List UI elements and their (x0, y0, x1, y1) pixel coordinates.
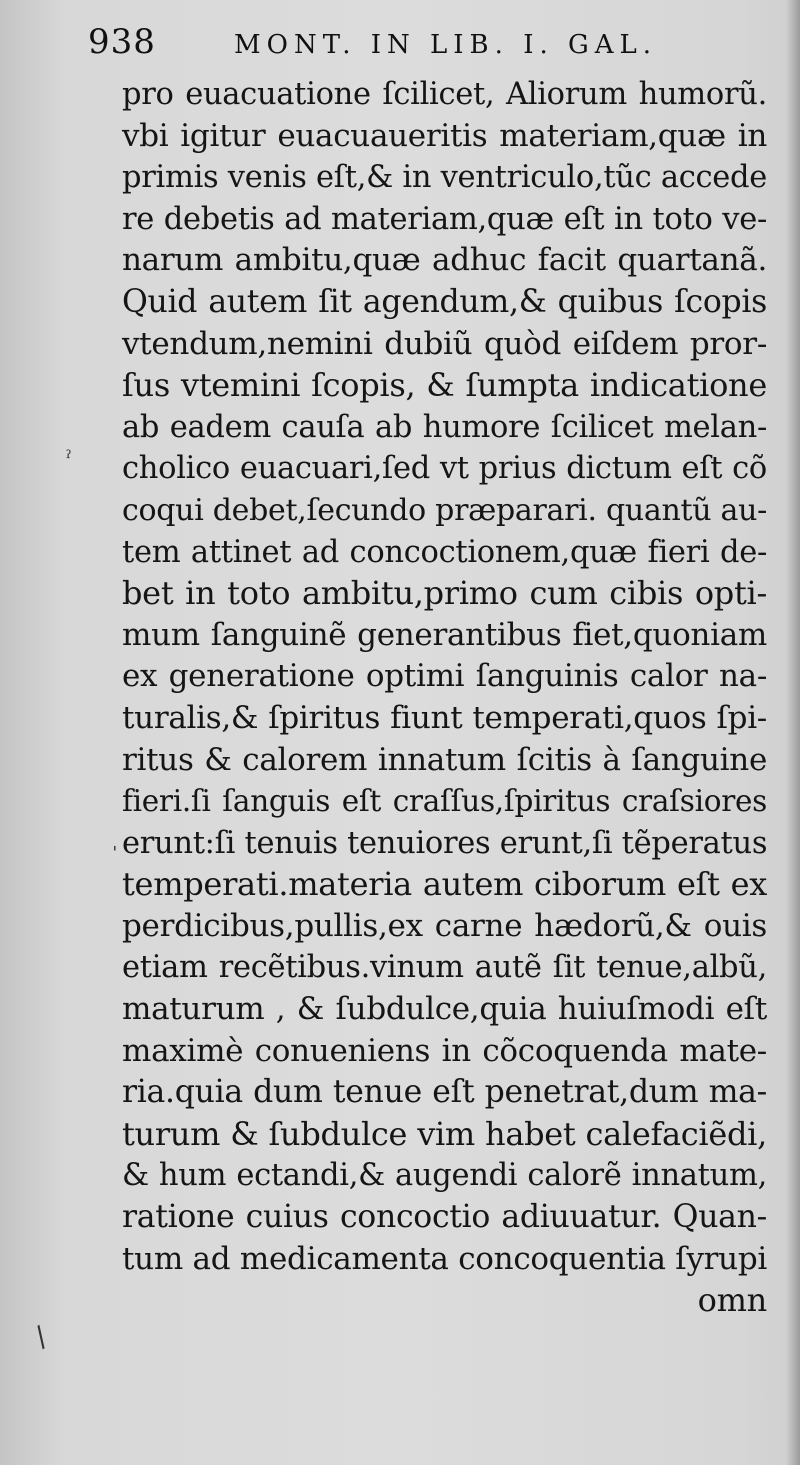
text-line: turum & ſubdulce vim habet calefaciẽdi, (122, 1114, 767, 1153)
text-line: perdicibus,pullis,ex carne hædorũ,& ouis (122, 907, 767, 944)
text-line: ſus vtemini ſcopis, & ſumpta indicatione (122, 366, 767, 405)
text-line: etiam recẽtibus.vinum autẽ ſit tenue,albũ, (122, 950, 767, 986)
margin-stroke: / (28, 1319, 54, 1354)
text-line: pro euacuatione ſcilicet, Aliorum humorũ. (122, 77, 767, 112)
text-line: re debetis ad materiam,quæ eſt in toto ve- (122, 201, 767, 237)
text-line: maturum , & ſubdulce,quia huiuſmodi eſt (122, 991, 767, 1028)
margin-mark: ˈ (112, 842, 118, 866)
text-line: narum ambitu,quæ adhuc facit quartanã. (122, 242, 767, 279)
text-line: temperati.materia autem ciborum eſt ex (122, 865, 767, 904)
margin-mark: ˀ (66, 446, 72, 470)
text-line: bet in toto ambitu,primo cum cibis opti- (122, 574, 767, 613)
body-text (122, 74, 767, 1322)
text-line: mum ſanguinẽ generantibus fiet,quoniam (122, 616, 767, 653)
text-line: ex generatione optimi ſanguinis calor na- (122, 658, 767, 695)
text-line: ria.quia dum tenue eſt penetrat,dum ma- (122, 1074, 767, 1111)
text-line: primis venis eſt,& in ventriculo,tũc accede (122, 160, 767, 196)
catchword: omn (697, 1281, 767, 1320)
text-line: erunt:ſi tenuis tenuiores erunt,ſi tẽperatus (122, 825, 768, 861)
page-gutter-shadow (786, 0, 800, 1465)
text-line: & hum ectandi,& augendi calorẽ innatum, (122, 1158, 767, 1194)
text-line: maximè conueniens in cõcoquenda mate- (122, 1032, 767, 1069)
text-line: fieri.ſi ſanguis eſt craſſus,ſpiritus craſsiores (122, 784, 767, 819)
text-line: ratione cuius concoctio adiuuatur. Quan- (122, 1199, 767, 1236)
text-line: vtendum,nemini dubiũ quòd eiſdem pror- (122, 325, 767, 362)
text-line: ritus & calorem innatum ſcitis à ſanguine (122, 741, 767, 778)
text-line: turalis,& ſpiritus fiunt temperati,quos ſpi- (122, 699, 767, 736)
text-line: tem attinet ad concoctionem,quæ fieri de- (122, 534, 767, 570)
page-number: 938 (88, 22, 156, 62)
text-line: Quid autem ſit agendum,& quibus ſcopis (122, 283, 767, 320)
text-line: tum ad medicamenta concoquentia ſyrupi (122, 1240, 767, 1277)
text-line: vbi igitur euacuaueritis materiam,quæ in (122, 117, 767, 154)
text-line: ab eadem cauſa ab humore ſcilicet melan- (122, 409, 767, 445)
running-head: MONT. IN LIB. I. GAL. (234, 30, 658, 60)
page-header (88, 22, 768, 66)
text-line: coqui debet,ſecundo præparari. quantũ au- (122, 492, 767, 528)
text-line: cholico euacuari,ſed vt prius dictum eſt cõ (122, 451, 767, 487)
